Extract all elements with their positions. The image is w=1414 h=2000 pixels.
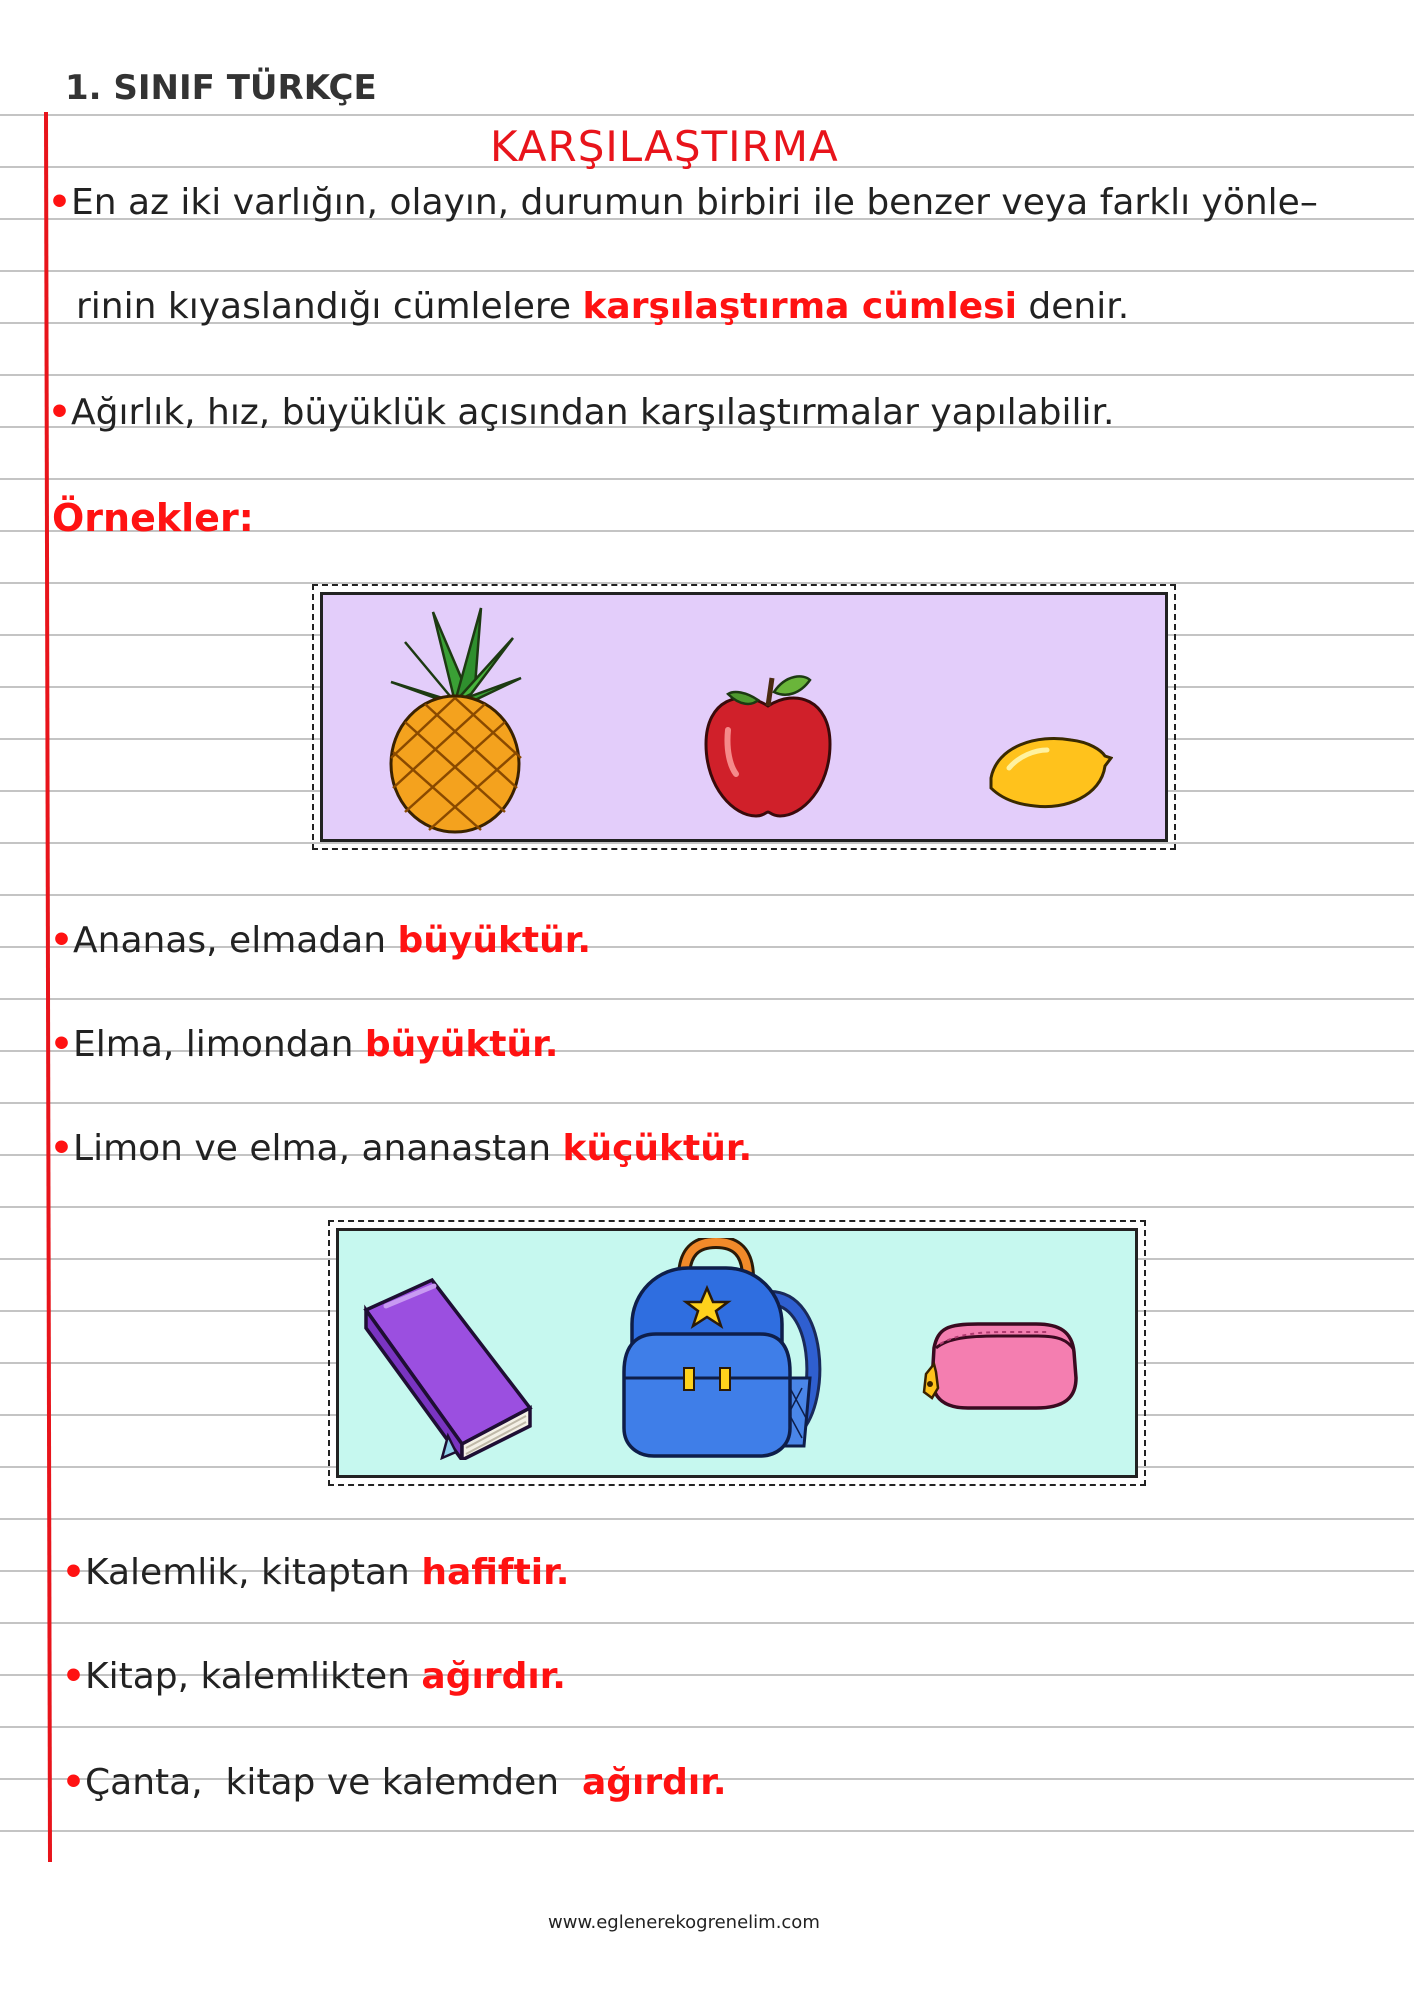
bullet: • [50,920,74,961]
highlight-word: büyüktür. [397,920,592,961]
highlight-term: karşılaştırma cümlesi [582,286,1017,327]
bullet: • [62,1762,86,1803]
pencil-case-icon [918,1318,1080,1412]
highlight-word: ağırdır. [421,1656,566,1697]
highlight-word: hafiftir. [421,1552,570,1593]
example-sentence-3: •Limon ve elma, ananastan küçüktür. [50,1128,753,1169]
highlight-word: ağırdır. [581,1762,727,1803]
bullet: • [62,1656,86,1697]
highlight-word: büyüktür. [364,1024,559,1065]
lemon-icon [985,730,1113,812]
page-header: 1. SINIF TÜRKÇE [65,68,377,108]
bullet: • [48,392,72,433]
footer-url: www.eglenerekogrenelim.com [548,1912,820,1933]
bullet: • [50,1024,74,1065]
backpack-icon [620,1238,830,1460]
example-sentence-4: •Kalemlik, kitaptan hafiftir. [62,1552,570,1593]
example-sentence-5: •Kitap, kalemlikten ağırdır. [62,1656,566,1697]
example-sentence-6: •Çanta, kitap ve kalemden ağırdır. [62,1762,727,1803]
example-sentence-1: •Ananas, elmadan büyüktür. [50,920,592,961]
intro-line-3: •Ağırlık, hız, büyüklük açısından karşılaştırmalar yapılabilir. [48,392,1115,433]
book-icon [362,1276,534,1460]
bullet: • [62,1552,86,1593]
highlight-word: küçüktür. [562,1128,753,1169]
pineapple-icon [385,602,525,834]
examples-label: Örnekler: [52,496,254,540]
bullet: • [50,1128,74,1169]
intro-line-1: •En az iki varlığın, olayın, durumun birbiri ile benzer veya farklı yönle– [48,182,1318,223]
bullet: • [48,182,72,223]
apple-icon [700,670,836,820]
example-sentence-2: •Elma, limondan büyüktür. [50,1024,559,1065]
intro-line-2: rinin kıyaslandığı cümlelere karşılaştırma cümlesi denir. [76,286,1130,327]
page-title: KARŞILAŞTIRMA [490,122,839,171]
